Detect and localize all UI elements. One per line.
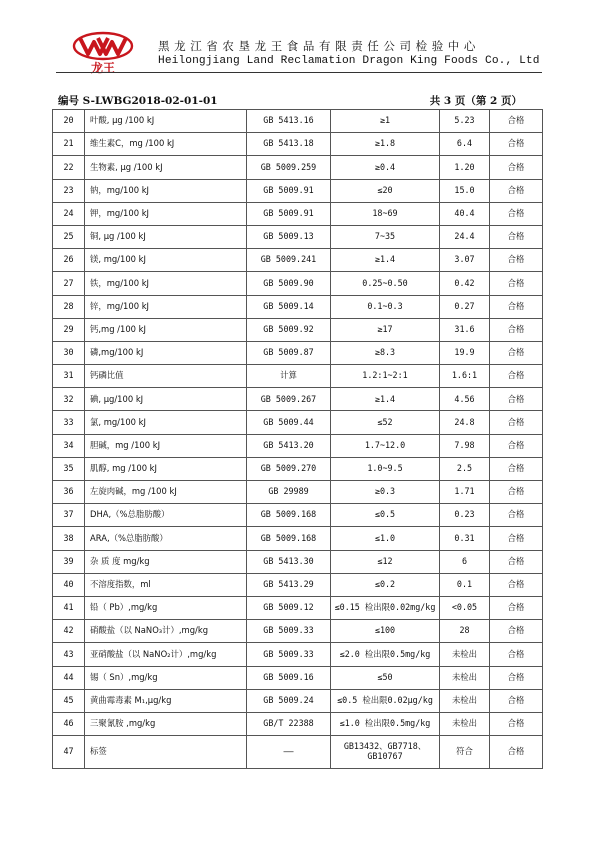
cell-result: 合格 [490, 550, 543, 573]
cell-method: GB 5009.270 [247, 457, 331, 480]
cell-no: 46 [53, 712, 85, 735]
table-row [53, 341, 543, 364]
cell-item: DHA,（%总脂肪酸） [85, 504, 247, 527]
cell-value: 1.6:1 [440, 365, 490, 388]
cell-no: 43 [53, 643, 85, 666]
cell-standard: ≥1.8 [331, 133, 440, 156]
cell-value: 40.4 [440, 202, 490, 225]
cell-result: 合格 [490, 504, 543, 527]
cell-standard: ≤52 [331, 411, 440, 434]
cell-standard: ≤20 [331, 179, 440, 202]
cell-no: 20 [53, 110, 85, 133]
cell-value: 未检出 [440, 712, 490, 735]
cell-no: 23 [53, 179, 85, 202]
cell-item: 生物素, μg /100 kJ [85, 156, 247, 179]
test-results-table [52, 109, 543, 769]
cell-result: 合格 [490, 110, 543, 133]
cell-no: 38 [53, 527, 85, 550]
cell-result: 合格 [490, 712, 543, 735]
cell-result: 合格 [490, 295, 543, 318]
cell-item: 钙,mg /100 kJ [85, 318, 247, 341]
cell-item: 铅（ Pb）,mg/kg [85, 596, 247, 619]
cell-method: GB 5009.33 [247, 643, 331, 666]
cell-value: 2.5 [440, 457, 490, 480]
table-row [53, 434, 543, 457]
cell-result: 合格 [490, 411, 543, 434]
cell-result: 合格 [490, 202, 543, 225]
table-row [53, 156, 543, 179]
cell-item: 锌，mg/100 kJ [85, 295, 247, 318]
cell-no: 33 [53, 411, 85, 434]
company-logo [70, 30, 136, 76]
cell-standard: ≤1.0 [331, 527, 440, 550]
cell-method: GB 5009.90 [247, 272, 331, 295]
cell-method: GB 5009.267 [247, 388, 331, 411]
cell-standard: ≤0.2 [331, 573, 440, 596]
cell-result: 合格 [490, 225, 543, 248]
cell-no: 26 [53, 249, 85, 272]
cell-standard: ≥1.4 [331, 249, 440, 272]
cell-result: 合格 [490, 388, 543, 411]
cell-method: GB/T 22388 [247, 712, 331, 735]
cell-item: 胆碱，mg /100 kJ [85, 434, 247, 457]
cell-result: 合格 [490, 736, 543, 769]
table-row [53, 411, 543, 434]
cell-item: 维生素C，mg /100 kJ [85, 133, 247, 156]
cell-method: 计算 [247, 365, 331, 388]
cell-standard: ≥8.3 [331, 341, 440, 364]
cell-standard: ≤100 [331, 620, 440, 643]
cell-result: 合格 [490, 249, 543, 272]
cell-standard: ≥17 [331, 318, 440, 341]
header-divider [56, 72, 542, 73]
cell-result: 合格 [490, 689, 543, 712]
cell-item: ARA,（%总脂肪酸） [85, 527, 247, 550]
cell-value: 24.4 [440, 225, 490, 248]
cell-method: GB 5009.259 [247, 156, 331, 179]
cell-standard: GB13432、GB7718、GB10767 [331, 736, 440, 769]
cell-value: 0.27 [440, 295, 490, 318]
cell-value: 19.9 [440, 341, 490, 364]
cell-method: GB 5413.16 [247, 110, 331, 133]
cell-item: 碘, μg/100 kJ [85, 388, 247, 411]
cell-value: 4.56 [440, 388, 490, 411]
cell-value: <0.05 [440, 596, 490, 619]
cell-no: 35 [53, 457, 85, 480]
cell-method: GB 5009.241 [247, 249, 331, 272]
cell-item: 铜, μg /100 kJ [85, 225, 247, 248]
cell-result: 合格 [490, 573, 543, 596]
cell-method: GB 5009.44 [247, 411, 331, 434]
cell-method: GB 5413.20 [247, 434, 331, 457]
cell-item: 标签 [85, 736, 247, 769]
org-name-en: Heilongjiang Land Reclamation Dragon King Foods Co., Ltd [158, 55, 540, 67]
table-row [53, 643, 543, 666]
table-row [53, 666, 543, 689]
cell-result: 合格 [490, 481, 543, 504]
cell-result: 合格 [490, 666, 543, 689]
cell-value: 6.4 [440, 133, 490, 156]
cell-standard: ≤2.0 检出限0.5mg/kg [331, 643, 440, 666]
cell-standard: ≥0.3 [331, 481, 440, 504]
cell-method: GB 5413.18 [247, 133, 331, 156]
table-row [53, 388, 543, 411]
cell-standard: ≤0.5 [331, 504, 440, 527]
cell-standard: ≤1.0 检出限0.5mg/kg [331, 712, 440, 735]
cell-standard: 7~35 [331, 225, 440, 248]
cell-item: 肌醇, mg /100 kJ [85, 457, 247, 480]
org-name-cn: 黑龙江省农垦龙王食品有限责任公司检验中心 [158, 39, 480, 53]
table-row [53, 550, 543, 573]
cell-result: 合格 [490, 318, 543, 341]
cell-standard: 1.2:1~2:1 [331, 365, 440, 388]
table-row [53, 133, 543, 156]
cell-item: 锡（ Sn）,mg/kg [85, 666, 247, 689]
cell-result: 合格 [490, 156, 543, 179]
table-row [53, 365, 543, 388]
cell-no: 22 [53, 156, 85, 179]
cell-value: 6 [440, 550, 490, 573]
cell-standard: 0.1~0.3 [331, 295, 440, 318]
logo-text: 龙王 [90, 61, 116, 75]
cell-no: 28 [53, 295, 85, 318]
cell-no: 30 [53, 341, 85, 364]
cell-no: 24 [53, 202, 85, 225]
cell-no: 37 [53, 504, 85, 527]
cell-method: GB 5009.13 [247, 225, 331, 248]
table-row [53, 295, 543, 318]
cell-method: GB 5009.91 [247, 202, 331, 225]
cell-result: 合格 [490, 179, 543, 202]
cell-standard: ≤0.5 检出限0.02μg/kg [331, 689, 440, 712]
table-row [53, 596, 543, 619]
cell-value: 28 [440, 620, 490, 643]
cell-standard: ≤12 [331, 550, 440, 573]
cell-standard: 0.25~0.50 [331, 272, 440, 295]
cell-item: 镁, mg/100 kJ [85, 249, 247, 272]
table-row [53, 110, 543, 133]
table-row [53, 481, 543, 504]
cell-no: 34 [53, 434, 85, 457]
cell-result: 合格 [490, 457, 543, 480]
cell-no: 25 [53, 225, 85, 248]
cell-method: GB 5009.168 [247, 527, 331, 550]
cell-value: 未检出 [440, 666, 490, 689]
cell-value: 5.23 [440, 110, 490, 133]
cell-no: 45 [53, 689, 85, 712]
cell-standard: 1.0~9.5 [331, 457, 440, 480]
cell-no: 29 [53, 318, 85, 341]
table-row [53, 225, 543, 248]
cell-item: 氯, mg/100 kJ [85, 411, 247, 434]
cell-item: 钙磷比值 [85, 365, 247, 388]
cell-no: 40 [53, 573, 85, 596]
cell-standard: ≥0.4 [331, 156, 440, 179]
cell-value: 24.8 [440, 411, 490, 434]
cell-value: 0.31 [440, 527, 490, 550]
document-number: 编号 S-LWBG2018-02-01-01 [58, 95, 218, 107]
cell-item: 钠，mg/100 kJ [85, 179, 247, 202]
cell-item: 三聚氰胺 ,mg/kg [85, 712, 247, 735]
cell-method: —— [247, 736, 331, 769]
table-row [53, 179, 543, 202]
cell-value: 31.6 [440, 318, 490, 341]
cell-item: 不溶度指数，ml [85, 573, 247, 596]
cell-value: 1.71 [440, 481, 490, 504]
cell-result: 合格 [490, 365, 543, 388]
cell-no: 41 [53, 596, 85, 619]
table-row [53, 457, 543, 480]
cell-item: 黄曲霉毒素 M₁,μg/kg [85, 689, 247, 712]
cell-no: 31 [53, 365, 85, 388]
table-row [53, 573, 543, 596]
cell-item: 硝酸盐（以 NaNO₃计）,mg/kg [85, 620, 247, 643]
cell-value: 3.07 [440, 249, 490, 272]
cell-item: 亚硝酸盐（以 NaNO₂计）,mg/kg [85, 643, 247, 666]
cell-method: GB 5009.87 [247, 341, 331, 364]
cell-result: 合格 [490, 527, 543, 550]
cell-method: GB 5009.14 [247, 295, 331, 318]
table-row [53, 736, 543, 769]
table-row [53, 249, 543, 272]
cell-value: 符合 [440, 736, 490, 769]
cell-method: GB 5413.29 [247, 573, 331, 596]
cell-item: 钾，mg/100 kJ [85, 202, 247, 225]
cell-no: 47 [53, 736, 85, 769]
cell-method: GB 5009.91 [247, 179, 331, 202]
cell-result: 合格 [490, 133, 543, 156]
cell-value: 0.23 [440, 504, 490, 527]
cell-no: 36 [53, 481, 85, 504]
cell-method: GB 5009.16 [247, 666, 331, 689]
cell-method: GB 5009.12 [247, 596, 331, 619]
cell-no: 42 [53, 620, 85, 643]
cell-result: 合格 [490, 620, 543, 643]
cell-method: GB 5413.30 [247, 550, 331, 573]
cell-result: 合格 [490, 341, 543, 364]
cell-value: 未检出 [440, 643, 490, 666]
cell-value: 0.1 [440, 573, 490, 596]
cell-value: 1.20 [440, 156, 490, 179]
cell-method: GB 5009.168 [247, 504, 331, 527]
cell-standard: ≥1.4 [331, 388, 440, 411]
cell-value: 0.42 [440, 272, 490, 295]
table-row [53, 527, 543, 550]
table-row [53, 202, 543, 225]
cell-method: GB 5009.24 [247, 689, 331, 712]
cell-no: 21 [53, 133, 85, 156]
cell-method: GB 5009.92 [247, 318, 331, 341]
table-row [53, 689, 543, 712]
table-row [53, 620, 543, 643]
cell-no: 32 [53, 388, 85, 411]
table-row [53, 504, 543, 527]
cell-result: 合格 [490, 434, 543, 457]
page-info: 共 3 页（第 2 页） [429, 95, 522, 107]
cell-no: 44 [53, 666, 85, 689]
cell-standard: ≤50 [331, 666, 440, 689]
table-row [53, 272, 543, 295]
cell-standard: ≥1 [331, 110, 440, 133]
cell-no: 39 [53, 550, 85, 573]
cell-item: 叶酸, μg /100 kJ [85, 110, 247, 133]
table-row [53, 712, 543, 735]
cell-value: 未检出 [440, 689, 490, 712]
cell-standard: 1.7~12.0 [331, 434, 440, 457]
cell-result: 合格 [490, 272, 543, 295]
cell-value: 15.0 [440, 179, 490, 202]
cell-item: 杂 质 度 mg/kg [85, 550, 247, 573]
cell-value: 7.98 [440, 434, 490, 457]
cell-item: 左旋肉碱，mg /100 kJ [85, 481, 247, 504]
cell-result: 合格 [490, 596, 543, 619]
cell-standard: ≤0.15 检出限0.02mg/kg [331, 596, 440, 619]
cell-method: GB 5009.33 [247, 620, 331, 643]
cell-method: GB 29989 [247, 481, 331, 504]
table-row [53, 318, 543, 341]
cell-result: 合格 [490, 643, 543, 666]
cell-no: 27 [53, 272, 85, 295]
cell-item: 磷,mg/100 kJ [85, 341, 247, 364]
cell-item: 铁，mg/100 kJ [85, 272, 247, 295]
cell-standard: 18~69 [331, 202, 440, 225]
